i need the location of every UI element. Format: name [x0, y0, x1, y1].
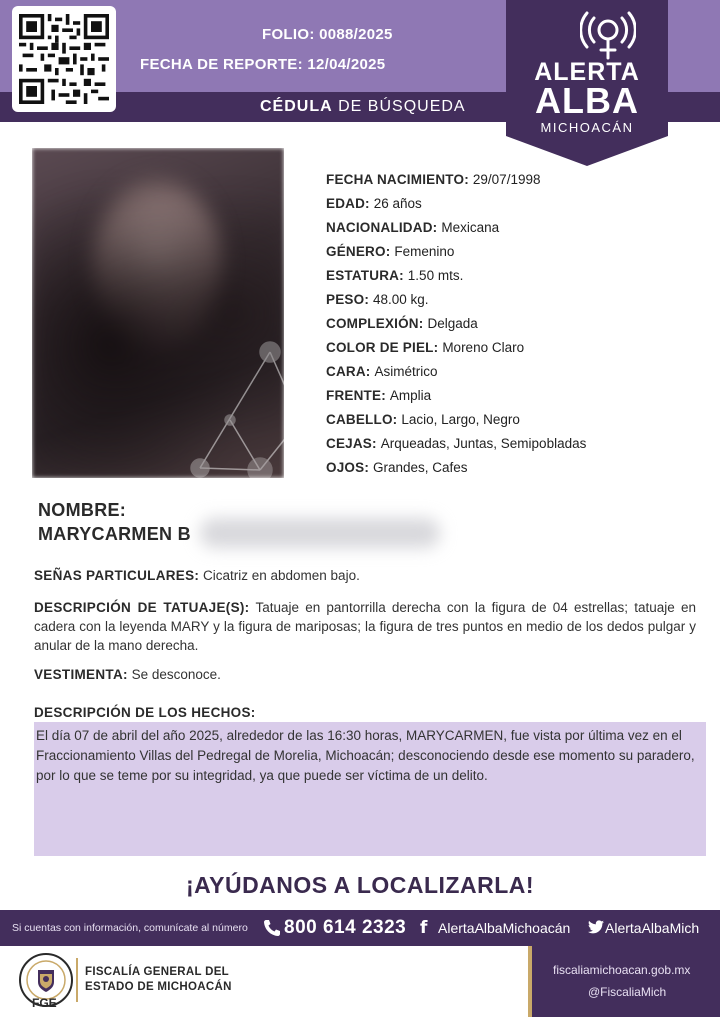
name-label: NOMBRE:: [38, 500, 127, 520]
distinctive-marks: [34, 566, 696, 585]
field-value: 26 años: [373, 196, 422, 211]
field-label: COLOR DE PIEL:: [326, 340, 439, 355]
field-row: [326, 460, 706, 484]
field-value: Amplia: [389, 388, 432, 403]
report-date: FECHA DE REPORTE: 12/04/2025: [140, 56, 386, 73]
clothing-label: VESTIMENTA:: [34, 667, 128, 682]
events-description: El día 07 de abril del año 2025, alrededor de las 16:30 horas, MARYCARMEN, fue vista por última vez en el Fraccionamiento Villas del Pedregal de Morelia, Michoacán; desconociendo desde ese momento su paradero, por lo que se teme por su integridad, ya que puede ser víctima de un delito.: [34, 722, 706, 856]
contact-intro: Si cuentas con información, comunícate al número: [12, 922, 248, 934]
tattoo-description: [34, 598, 696, 655]
field-label: FRENTE:: [326, 388, 386, 403]
field-row: [326, 388, 706, 412]
qr-code[interactable]: [12, 6, 116, 112]
facebook-icon: f: [420, 918, 428, 938]
field-label: EDAD:: [326, 196, 370, 211]
qr-code-icon: [19, 13, 109, 105]
call-to-action: ¡AYÚDANOS A LOCALIZARLA!: [185, 872, 535, 898]
field-row: [326, 220, 706, 244]
field-row: [326, 316, 706, 340]
social-handle[interactable]: @FiscaliaMich: [588, 985, 667, 999]
document-title: [260, 98, 466, 116]
field-label: PESO:: [326, 292, 370, 307]
contact-phone[interactable]: 800 614 2323: [284, 917, 407, 938]
field-value: Femenino: [394, 244, 455, 259]
field-value: 1.50 mts.: [407, 268, 464, 283]
phone-icon: [262, 918, 282, 938]
field-value: Delgada: [427, 316, 478, 331]
clothing: [34, 665, 696, 684]
field-row: [326, 244, 706, 268]
logo-text-alba: ALBA: [535, 80, 639, 121]
facebook-handle[interactable]: AlertaAlbaMichoacán: [438, 920, 571, 936]
field-value: Arqueadas, Juntas, Semipobladas: [380, 436, 587, 451]
tattoo-description-value: Tatuaje en pantorrilla derecha con la figura de 04 estrellas; tatuaje en cadera con la leyenda MARY y la figura de mariposas; la figura de tres puntos en medio de los dedos pulgar y anular de la mano derecha.: [34, 600, 696, 653]
field-label: NACIONALIDAD:: [326, 220, 438, 235]
decorative-network-graphic: [170, 300, 320, 500]
distinctive-marks-label: SEÑAS PARTICULARES:: [34, 568, 200, 583]
field-row: [326, 172, 706, 196]
field-label: FECHA NACIMIENTO:: [326, 172, 469, 187]
name-redaction-blur: [200, 518, 440, 548]
venus-signal-icon: [580, 10, 636, 62]
website-link[interactable]: fiscaliamichoacan.gob.mx: [553, 963, 691, 977]
field-row: [326, 412, 706, 436]
field-label: CEJAS:: [326, 436, 377, 451]
field-label: CABELLO:: [326, 412, 398, 427]
twitter-handle[interactable]: AlertaAlbaMich: [605, 920, 700, 936]
footer-gold-line: [76, 958, 78, 1002]
field-value: Mexicana: [441, 220, 500, 235]
field-label: CARA:: [326, 364, 371, 379]
name-value: MARYCARMEN B: [38, 524, 191, 544]
logo-text-michoacan: MICHOACÁN: [540, 120, 634, 135]
field-label: GÉNERO:: [326, 244, 391, 259]
seal-fge-label: FGE: [32, 996, 57, 1010]
folio-number: FOLIO: 0088/2025: [262, 26, 393, 43]
field-row: [326, 340, 706, 364]
document-title-rest: DE BÚSQUEDA: [332, 98, 466, 115]
field-row: [326, 436, 706, 460]
field-label: COMPLEXIÓN:: [326, 316, 424, 331]
tattoo-description-label: DESCRIPCIÓN DE TATUAJE(S):: [34, 600, 250, 615]
field-row: [326, 196, 706, 220]
events-label: DESCRIPCIÓN DE LOS HECHOS:: [34, 705, 256, 720]
footer-right: [528, 946, 720, 1017]
distinctive-marks-value: Cicatriz en abdomen bajo.: [202, 568, 360, 583]
field-value: 48.00 kg.: [373, 292, 429, 307]
contact-bar: [0, 910, 720, 946]
logo-text-alerta: ALERTA: [534, 58, 640, 86]
field-row: [326, 364, 706, 388]
field-value: Moreno Claro: [442, 340, 525, 355]
field-row: [326, 268, 706, 292]
field-value: 29/07/1998: [472, 172, 541, 187]
twitter-icon: [588, 920, 604, 934]
footer-divider: [528, 946, 532, 1017]
org-name-line2: ESTADO DE MICHOACÁN: [85, 981, 232, 993]
physical-description-list: [326, 172, 706, 484]
field-value: Lacio, Largo, Negro: [401, 412, 520, 427]
org-name-line1: FISCALÍA GENERAL DEL: [85, 966, 230, 978]
field-label: OJOS:: [326, 460, 370, 475]
field-value: Grandes, Cafes: [373, 460, 468, 475]
document-title-bold: CÉDULA: [260, 98, 333, 115]
footer-left: [0, 946, 528, 1017]
field-value: Asimétrico: [374, 364, 438, 379]
clothing-value: Se desconoce.: [131, 667, 221, 682]
field-row: [326, 292, 706, 316]
field-label: ESTATURA:: [326, 268, 404, 283]
